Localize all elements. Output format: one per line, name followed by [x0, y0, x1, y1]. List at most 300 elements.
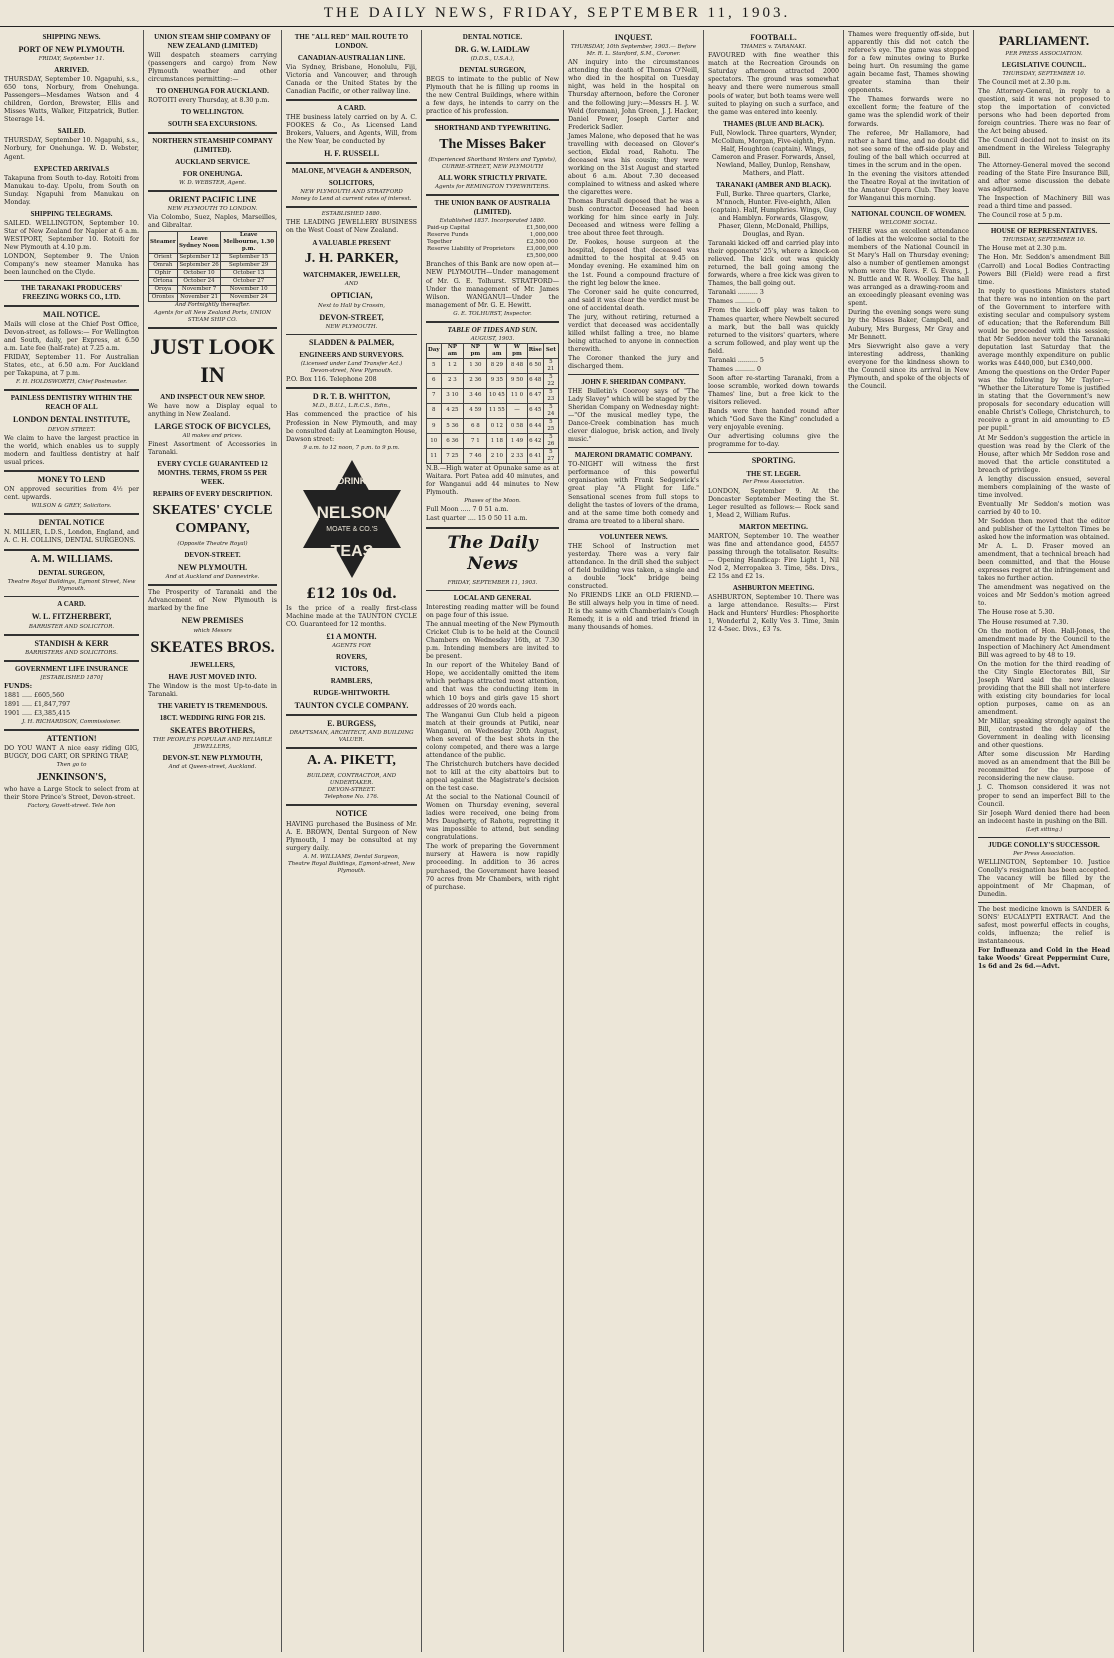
- sheridan-heading: JOHN F. SHERIDAN COMPANY.: [581, 378, 686, 387]
- ncw-text-3: Mrs Sievwright also gave a very interesting address, thanking everyone for the kindness shown to the Council since its arrival in New Plymouth, and spoke of the objects of the Council.: [848, 342, 969, 390]
- painless-heading: PAINLESS DENTISTRY WITHIN THE REACH OF ALL: [10, 394, 133, 412]
- table-cell: 6 47: [527, 388, 543, 403]
- table-cell: 0 58: [507, 419, 527, 434]
- final-2: Thames .......... 0: [708, 365, 761, 373]
- next-hall: Next to Hall by Crossin,: [318, 302, 385, 309]
- orient-via: Via Colombo, Suez, Naples, Marseilles, and Gibraltar.: [148, 214, 277, 230]
- po-box: P.O. Box 116. Telephone 208: [286, 376, 377, 384]
- all-red-heading: THE "ALL RED" MAIL ROUTE TO LONDON.: [294, 33, 409, 50]
- laidlaw-heading: DR. G. W. LAIDLAW: [454, 44, 531, 54]
- hor-heading: HOUSE OF REPRESENTATIVES.: [990, 227, 1098, 236]
- football-close: The Thames forwards were no excellent form; the feature of the game was the splendid work of their forwards.: [848, 96, 969, 128]
- baker-sub: (Experienced Shorthand Writers and Typists),: [428, 157, 557, 164]
- orient-sailings-table: [148, 231, 277, 302]
- table-cell: 9 35: [487, 373, 507, 388]
- table-cell: 11 0: [507, 388, 527, 403]
- table-cell: 9 50: [507, 373, 527, 388]
- window-text: The Window is the most Up-to-date in Taranaki.: [148, 682, 277, 698]
- dental-text: We claim to have the largest practice in the world, which enables us to supply modern and faultless dentistry at half usual prices.: [4, 434, 139, 466]
- wellington-heading: TO WELLINGTON.: [181, 108, 244, 117]
- table-header: Leave Melbourne, 1.30 p.m.: [221, 232, 277, 254]
- hor-text-2: The Hon. Mr. Seddon's amendment Bill (Carroll) and Local Bodies Contracting Powers Bill (Field) were read a first time.: [978, 254, 1110, 286]
- hor-text-12: The House resumed at 7.30.: [978, 618, 1069, 626]
- expected-heading: EXPECTED ARRIVALS: [33, 164, 110, 173]
- referee-text: The referee, Mr Hallamore, had rather a hard time, and no doubt did not see some of the off-side play and fouling of the ball which occurred at times in the scrum and in the open.: [848, 129, 969, 169]
- am-williams-heading: A. M. WILLIAMS.: [30, 553, 113, 565]
- variety-text: THE VARIETY IS TREMENDOUS.: [157, 702, 268, 711]
- branches-text: Branches of this Bank are now open at— NEW PLYMOUTH—Under management of Mr. G. E. Tolhurst. STRATFORD—Under the management of Mr. James Wilson. WANGANUI—Under the management of Mr. G. E. Hewitt.: [426, 261, 559, 309]
- masthead: THE DAILY NEWS, FRIDAY, SEPTEMBER 11, 1903.: [0, 0, 1114, 27]
- inquest-heading: INQUEST.: [614, 33, 653, 42]
- inquest-text-4: Dr. Fookes, house surgeon at the hospital, deposed that deceased was admitted to the hospital at 9.45 on Monday evening. He examined him on the 1st. Found a compound fracture of the right leg below the knee.: [568, 239, 699, 287]
- rotoiti-text: ROTOITI every Thursday, at 8.30 p.m.: [148, 97, 270, 105]
- table-cell: Oroya: [149, 286, 178, 294]
- pikett-heading: A. A. PIKETT,: [307, 753, 396, 769]
- drink-text: DRINK: [337, 475, 366, 486]
- moate-text: MOATE & CO.'S: [325, 525, 378, 533]
- hor-text-13: On the motion of Hon. Hall-Jones, the amendment made by the Council to the Inspection of Machinery Act Amendment Bill was agreed to by 48 to 19.: [978, 627, 1110, 659]
- theatre-royal: Theatre Royal Buildings, Egmont Street, New Plymouth.: [7, 579, 136, 593]
- card-text: THE business lately carried on by A. C. FOOKES & Co., As Licensed Land Brokers, Valuers, and Agents, Will, from the New Year, be conducted by: [286, 114, 417, 146]
- table-cell: 2 33: [507, 449, 527, 464]
- parliament-heading: PARLIAMENT.: [998, 33, 1090, 48]
- jenkinsons-heading: JENKINSON'S,: [36, 772, 107, 784]
- price-heading: £12 10s 0d.: [306, 585, 397, 602]
- halftime-2: Thames .......... 0: [708, 298, 761, 306]
- funds-1891: 1891 ..... £1,847,797: [4, 700, 71, 708]
- sporting-heading: SPORTING.: [751, 456, 796, 466]
- tides-month: AUGUST, 1903.: [470, 335, 515, 342]
- table-cell: November 10: [221, 286, 277, 294]
- bank-capital-table: [426, 225, 559, 260]
- dental-surgeon: DENTAL SURGEON,: [38, 569, 105, 578]
- remington: Agents for REMINGTON TYPEWRITERS.: [435, 184, 550, 191]
- table-cell: 10 45: [487, 388, 507, 403]
- table-cell: Omrah: [149, 262, 178, 270]
- arrived-heading: ARRIVED.: [54, 66, 89, 75]
- new-premises: NEW PREMISES: [181, 616, 244, 626]
- standish-sub: BARRISTERS AND SOLICITORS.: [25, 649, 118, 656]
- volunteer-heading: VOLUNTEER NEWS.: [599, 532, 668, 541]
- local-text-3: In our report of the Whiteley Band of Hope, we accidentally omitted the item which perhaps attracted most attention, and that was the conducting item in which 10 boys and girls gave 15 short addresses of 20 words each.: [426, 662, 559, 710]
- london-dental-heading: LONDON DENTAL INSTITUTE,: [13, 415, 130, 425]
- column-3: [282, 30, 422, 1652]
- peoples: THE PEOPLE'S POPULAR AND RELIABLE JEWELLERS,: [152, 737, 273, 751]
- victors: VICTORS,: [334, 664, 369, 673]
- table-cell: September 26: [177, 262, 221, 270]
- lc-text-2: The Attorney-General, in reply to a question, said it was not proposed to stop the importation of convicted persons who had been deported from foreign countries. There was no fear of the Act being abused.: [978, 87, 1110, 135]
- malone-heading: MALONE, M'VEAGH & ANDERSON,: [291, 167, 412, 176]
- williams-sign: A. M. WILLIAMS, Dental Surgeon,: [303, 853, 400, 860]
- hor-text-15: Mr Millar, speaking strongly against the Bill, contrasted the delay of the Government in dealing with licensing and other questions.: [978, 718, 1110, 750]
- table-cell: November 21: [177, 294, 221, 302]
- do-you-want: DO YOU WANT A nice easy riding GIG, BUGGY, DOG CART, OR SPRING TRAP,: [4, 745, 139, 761]
- table-row: [427, 373, 559, 388]
- table-cell: 6 44: [527, 419, 543, 434]
- hor-text-3: In reply to questions Ministers stated that there was no intention on the part of the Government to interfere with existing secular and compulsory system of education; that the Referendum Bill would be proceeded with this session; that Mr Seddon never told the Taranaki deputation last Saturday that the average monthly expenditure on public works was £440,000, but £340,000.: [978, 287, 1110, 368]
- hor-text-11: The House rose at 5.30.: [978, 609, 1055, 617]
- football-text-5: Bands were then handed round after which "God Save the King" concluded a very enjoyable evening.: [708, 408, 839, 432]
- hor-text-16: After some discussion Mr Harding moved as an amendment that the Bill be recommitted for the purpose of reconsidering the new clause.: [978, 751, 1110, 783]
- table-cell: 1 2: [441, 358, 464, 373]
- orient-heading: ORIENT PACIFIC LINE: [168, 194, 257, 204]
- agents-for: AGENTS FOR: [332, 642, 371, 649]
- opp-theatre: (Opposite Theatre Royal): [177, 540, 248, 547]
- thames-heading: THAMES (BLUE AND BLACK).: [723, 119, 824, 128]
- nelson-text: NELSON: [316, 502, 387, 522]
- left-sitting: (Left sitting.): [1025, 826, 1063, 833]
- miller-text: N. MILLER, L.D.S., London, England, and A. C. H. COLLINS, DENTAL SURGEONS.: [4, 529, 139, 545]
- jenkinsons-text: who have a Large Stock to select from at their Store Prince's Street, Devon-street.: [4, 786, 139, 802]
- table-cell: 5 36: [441, 419, 464, 434]
- table-cell: 8 29: [487, 358, 507, 373]
- lc-text-4: The Attorney-General moved the second reading of the State Fire Insurance Bill, and after some discussion the debate was adjourned.: [978, 162, 1110, 194]
- fitzherbert-heading: W. L. FITZHERBERT,: [31, 612, 112, 622]
- builder: BUILDER, CONTRACTOR, AND UNDERTAKER.: [306, 773, 397, 787]
- table-cell: November 7: [177, 286, 221, 294]
- table-cell: 0 12: [487, 419, 507, 434]
- parker-leading: THE LEADING JEWELLERY BUSINESS on the West Coast of New Zealand.: [286, 219, 417, 235]
- table-cell: 6 48: [527, 373, 543, 388]
- table-cell: October 27: [221, 278, 277, 286]
- table-cell: 1 30: [464, 358, 487, 373]
- laidlaw-degree: (D.D.S., U.S.A.),: [470, 56, 515, 63]
- hor-text-10: The amendment was negatived on the voices and Mr Seddon's motion agreed to.: [978, 584, 1110, 608]
- theatre-bldg: Theatre Royal Buildings, Egmont-street, New Plymouth.: [287, 860, 416, 874]
- ncw-text-2: During the evening songs were sung by the Misses Baker, Campbell, and Aubury, Mrs Burgess, Mr Gray and Mr Bennett.: [848, 309, 969, 341]
- table-cell: Paid-up Capital: [427, 225, 470, 232]
- per-press: PER PRESS ASSOCIATION.: [1005, 50, 1083, 57]
- burgess-heading: E. BURGESS,: [327, 719, 376, 729]
- skeates-brothers: SKEATES BROTHERS,: [170, 725, 255, 735]
- russell: H. F. RUSSELL: [324, 149, 379, 159]
- table-cell: 5 21: [543, 358, 558, 373]
- govt-established: [ESTABLISHED 1870]: [40, 674, 103, 681]
- port-heading: PORT OF NEW PLYMOUTH.: [18, 44, 125, 54]
- shipping-date: FRIDAY, September 11.: [38, 56, 105, 63]
- whitton-heading: D R. T. B. WHITTON,: [312, 392, 391, 402]
- union-bank-heading: THE UNION BANK OF AUSTRALIA (LIMITED).: [434, 199, 551, 217]
- inquest-text-1: AN inquiry into the circumstances attending the death of Thomas O'Neill, who died in the hospital on Tuesday night, was held in the hospital on Thursday afternoon, before the Coroner and the following jury:—Messrs H. J. W. Weld (foreman), John Green, J. J. Hacker, Daniel Power, Joseph Carter and Frederick Sadler.: [568, 59, 699, 131]
- final-1: Taranaki .......... 5: [708, 356, 764, 364]
- baker-heading: The Misses Baker: [439, 137, 546, 153]
- column-1: [0, 30, 144, 1652]
- lc-text-1: The Council met at 2.30 p.m.: [978, 78, 1071, 86]
- table-cell: 2 10: [487, 449, 507, 464]
- attention-heading: ATTENTION!: [46, 734, 97, 744]
- table-cell: 7 1: [464, 434, 487, 449]
- table-row: [149, 254, 277, 262]
- prosperity-text: The Prosperity of Taranaki and the Advancement of New Plymouth is marked by the fine: [148, 589, 277, 613]
- devon-street: DEVON STREET.: [47, 426, 96, 433]
- table-cell: Reserve Liability of Proprietors: [427, 246, 515, 253]
- cough-text: For Influenza and Cold in the Head take Woods' Great Peppermint Cure, 1s 6d and 2s 6d.—Advt.: [978, 947, 1110, 971]
- union-heading: UNION STEAM SHIP COMPANY OF NEW ZEALAND (LIMITED): [154, 33, 271, 50]
- table-row: [427, 419, 559, 434]
- moon-heading: Phases of the Moon.: [464, 498, 521, 505]
- np-stratford: NEW PLYMOUTH AND STRATFORD: [300, 189, 403, 196]
- table-cell: 9: [427, 419, 442, 434]
- table-row: [426, 239, 559, 246]
- local-text-5: The Christchurch butchers have decided not to kill at the city abattoirs but to appeal against the Magistrate's decision on the test case.: [426, 760, 559, 793]
- table-cell: 5: [427, 358, 442, 373]
- column-8: [974, 30, 1114, 1652]
- table-cell: 7 46: [464, 449, 487, 464]
- stock-text: We have now a Display equal to anything in New Zealand.: [148, 402, 277, 418]
- table-cell: 7 25: [441, 449, 464, 464]
- govt-insurance-heading: GOVERNMENT LIFE INSURANCE: [14, 664, 129, 673]
- shipping-telegrams-heading: SHIPPING TELEGRAMS.: [30, 209, 113, 218]
- teas-text: TEAS: [330, 542, 373, 560]
- canadian-heading: CANADIAN-AUSTRALIAN LINE.: [297, 53, 406, 62]
- hor-text-7: Eventually Mr Seddon's motion was carried by 40 to 10.: [978, 500, 1110, 516]
- table-cell: 5 25: [543, 419, 558, 434]
- tides-nb: N.B.—High water at Opunake same as at Waitara. Port Patea add 40 minutes, and for Wanganui add 44 minutes to New Plymouth.: [426, 465, 559, 497]
- rudge: RUDGE-WHITWORTH.: [313, 688, 390, 697]
- football-text-1: FAVOURED with fine weather this match at the Recreation Grounds on Saturday afternoon attracted 2000 spectators. The ground was somewhat heavy and there were numerous small pools of water, but both teams were well suited to playing on such a surface, and the game was entered into keenly.: [708, 52, 839, 116]
- shorthand-heading: SHORTHAND AND TYPEWRITING.: [434, 124, 551, 133]
- hor-text-1: The House met at 2.30 p.m.: [978, 245, 1067, 253]
- london-text: LONDON, September 9. The Union Company's new steamer Manuka has been launched on the Clyde.: [4, 252, 139, 276]
- wilson-grey: WILSON & GREY, Solicitors.: [31, 503, 112, 510]
- large-stock: LARGE STOCK OF BICYCLES,: [154, 421, 271, 431]
- expected-text: Takapuna from South to-day. Rotoiti from Manukau to-day. Upolu, from South on Sunday. Ngapuhi from Manukau on Monday.: [4, 174, 139, 206]
- table-cell: September 29: [221, 262, 277, 270]
- connolly-text: WELLINGTON, September 10. Justice Conolly's resignation has been accepted. The vacancy will be filled by the appointment of Mr Chapman, of Dunedin.: [978, 858, 1110, 898]
- card-heading: A CARD.: [57, 600, 86, 609]
- all-makes: All makes and prices.: [182, 433, 243, 440]
- inquest-sub: THURSDAY, 10th September, 1903.— Before Mr. R. L. Stanford, S.M., Coroner.: [570, 44, 697, 58]
- month-text: £1 A MONTH.: [326, 631, 377, 641]
- devon-np: DEVON-ST. NEW PLYMOUTH,: [162, 754, 263, 763]
- football-heading: FOOTBALL.: [750, 33, 797, 42]
- table-cell: 11: [427, 449, 442, 464]
- local-text-4: The Wanganui Gun Club held a pigeon match at their grounds at Putiki, near Wanganui, on Wednesday 20th August, when several of the best shots in the colony competed, and there was a large attendance of the public.: [426, 711, 559, 759]
- medicine-text: The best medicine known is SANDER & SONS' EUCALYPTI EXTRACT. And the safest, most powerful effects in coughs, colds, influenza; the relief is instantaneous.: [978, 905, 1110, 946]
- table-header: Steamer: [149, 232, 178, 254]
- wedding-ring: 18CT. WEDDING RING FOR 21S.: [159, 714, 266, 722]
- connolly-heading: JUDGE CONOLLY'S SUCCESSOR.: [988, 840, 1100, 849]
- last-quarter: Last quarter .... 15 0 50 11 a.m.: [426, 515, 528, 523]
- dental-surgeon: DENTAL SURGEON,: [459, 66, 526, 75]
- table-cell: 5 27: [543, 449, 558, 464]
- column-2: [144, 30, 282, 1652]
- table-cell: 3 10: [441, 388, 464, 403]
- table-row: [427, 434, 559, 449]
- queen-st: And at Queen-street, Auckland.: [168, 764, 257, 771]
- column-4: [422, 30, 564, 1652]
- marton-text: MARTON, September 10. The weather was fine and attendance good, £4557 passing through the totalisator. Results:— Opening Handicap: Fire Light 1, Nil Nod 2, Merropakea 3. Time, 58s. Divs., £2 15s and £2 1s.: [708, 532, 839, 580]
- standish-heading: STANDISH & KERR: [34, 638, 109, 648]
- arrived-text: THURSDAY, September 10. Ngapuhi, s.s., 650 tons, Norbury, from Onehunga. Passengers—Mesdames Watson and 4 children, Gordon, Brewster, Ellis and Misses Watts, Walker, Fitzpatrick, Butler. Steerage 14.: [4, 76, 139, 124]
- mail-text: Mails will close at the Chief Post Office, Devon-street, as follows:— For Wellington and South, daily, per Express, at 6.50 a.m. Late fee (half-rate) at 7.25 a.m.: [4, 321, 139, 353]
- table-header: NP pm: [464, 343, 487, 358]
- skeates-bros-heading: SKEATES BROS.: [150, 638, 275, 656]
- table-cell: £2,500,000: [526, 239, 558, 246]
- column-7: [844, 30, 974, 1652]
- orient-agents: Agents for all New Zealand Ports, UNION STEAM SHIP CO.: [154, 309, 271, 323]
- table-cell: Ophir: [149, 270, 178, 278]
- daily-news-nameplate: The Daily News: [447, 532, 538, 575]
- pikett-telephone: Telephone No. 176.: [324, 794, 379, 801]
- inquest-text-7: The Coroner thanked the jury and discharged them.: [568, 354, 699, 371]
- table-cell: £5,500,000: [526, 253, 558, 260]
- engineers: ENGINEERS AND SURVEYORS.: [299, 351, 404, 360]
- card-heading: A CARD.: [337, 104, 366, 113]
- mail-text-2: FRIDAY, September 11. For Australian States, etc., at 6.50 a.m. For Auckland per Takapuna, at 7 p.m.: [4, 354, 139, 378]
- welcome-social: WELCOME SOCIAL.: [879, 219, 938, 226]
- tolhurst: G. E. TOLHURST, Inspector.: [453, 310, 532, 317]
- lc-text-6: The Council rose at 5 p.m.: [978, 212, 1063, 220]
- dental-notice-heading: DENTAL NOTICE.: [462, 33, 523, 41]
- licensed: (Licensed under Land Transfer Act.): [300, 361, 403, 368]
- webster: W. D. WEBSTER, Agent.: [179, 179, 246, 186]
- ramblers: RAMBLERS,: [330, 676, 373, 685]
- repairs: REPAIRS OF EVERY DESCRIPTION.: [152, 490, 273, 499]
- table-cell: Together: [427, 239, 452, 246]
- hor-date: THURSDAY, SEPTEMBER 10.: [1002, 237, 1086, 244]
- taunton-heading: TAUNTON CYCLE COMPANY.: [294, 700, 409, 710]
- watchmaker: WATCHMAKER, JEWELLER,: [303, 271, 400, 280]
- table-cell: 6 8: [464, 419, 487, 434]
- table-row: [426, 225, 559, 232]
- st-leger-heading: THE ST. LEGER.: [746, 469, 801, 478]
- money-text: ON approved securities from 4½ per cent. upwards.: [4, 486, 139, 502]
- full-moon: Full Moon ..... 7 0 51 a.m.: [426, 506, 509, 514]
- football-text-2: Taranaki kicked off and carried play into their opponents' 25's, where a knock-on relieved. The kick out was quickly returned, the ball going among the forwards, where a free kick was given to Thames, the ball going out.: [708, 240, 839, 288]
- football-text-3: From the kick-off play was taken to Thames quarter, where Newbelt secured a mark, but the ball was quickly returned to the visitors' quarters, where a scrum followed, and play went up the field.: [708, 307, 839, 355]
- union-text: Will despatch steamers carrying (passengers and cargo) from New Plymouth weather and other circumstances permitting:—: [148, 51, 277, 84]
- lc-date: THURSDAY, SEPTEMBER 10.: [1002, 70, 1086, 77]
- finest-text: Finest Assortment of Accessories in Taranaki.: [148, 441, 277, 457]
- nelson-teas-star-logo: [297, 456, 407, 582]
- table-cell: £1,500,000: [526, 225, 558, 232]
- table-row: [149, 262, 277, 270]
- richardson: J. H. RICHARDSON, Commissioner.: [22, 718, 121, 725]
- local-text-7: The work of preparing the Government nursery at Hawera is now rapidly proceeding. In addition to 36 acres purchased, the Government have leased 70 acres from Mr Chambers, with right of purchase.: [426, 843, 559, 891]
- hor-text-5: At Mr Seddon's suggestion the article in question was read by the Clerk of the House, after which Mr Seddon rose and moved that the article constituted a breach of privilege.: [978, 434, 1110, 474]
- table-row: [149, 278, 277, 286]
- just-look-heading: JUST LOOK IN: [150, 333, 275, 387]
- draftsman: DRAFTSMAN, ARCHITECT, AND BUILDING VALUER.: [289, 730, 414, 744]
- table-row: [426, 246, 559, 253]
- table-header-row: [149, 232, 277, 254]
- and-auckland: And at Auckland and Dannevirke.: [165, 574, 260, 581]
- rovers: ROVERS,: [336, 652, 367, 661]
- table-cell: 5 24: [543, 403, 558, 418]
- ncw-heading: NATIONAL COUNCIL OF WOMEN.: [851, 209, 966, 218]
- hor-text-6: A lengthy discussion ensued, several members complaining of the waste of time involved.: [978, 475, 1110, 499]
- shipping-heading: SHIPPING NEWS.: [42, 33, 101, 41]
- table-cell: September 15: [221, 254, 277, 262]
- all-work: ALL WORK STRICTLY PRIVATE.: [438, 174, 547, 183]
- football-text-4: Soon after re-starting Taranaki, from a loose scramble, worked down towards Thames' line, but a free kick to the visitors relieved.: [708, 374, 839, 406]
- table-header: Leave Sydney Noon: [177, 232, 221, 254]
- money-heading: MONEY TO LEND: [37, 474, 106, 484]
- table-cell: 10: [427, 434, 442, 449]
- notice-heading: NOTICE: [335, 809, 368, 819]
- inspect-text: AND INSPECT OUR NEW SHOP.: [160, 392, 265, 401]
- whitton-text: Has commenced the practice of his Profession in New Plymouth, and may be consulted daily at Leamington House, Dawson street:: [286, 411, 417, 443]
- table-row: [426, 253, 559, 260]
- table-header: W pm: [507, 343, 527, 358]
- table-header: W am: [487, 343, 507, 358]
- mail-notice-heading: MAIL NOTICE.: [43, 309, 100, 319]
- sailed-heading: SAILED.: [57, 127, 86, 136]
- devon-street: DEVON-STREET,: [319, 312, 384, 322]
- lc-text-3: The Council decided not to insist on its amendment in the Wireless Telegraphy Bill.: [978, 136, 1110, 161]
- taranaki-producers: THE TARANAKI PRODUCERS' FREEZING WORKS CO., LTD.: [20, 283, 123, 301]
- np-text: NEW PLYMOUTH.: [325, 323, 378, 330]
- table-cell: 5 23: [543, 388, 558, 403]
- table-cell: Ortona: [149, 278, 178, 286]
- paper-date: FRIDAY, SEPTEMBER 11, 1903.: [447, 580, 538, 587]
- table-cell: Reserve Funds: [427, 232, 469, 239]
- table-cell: 11 55: [487, 403, 507, 418]
- devon-np: Devon-street, New Plymouth.: [310, 368, 393, 375]
- table-cell: 4 25: [441, 403, 464, 418]
- table-cell: 2 3: [441, 373, 464, 388]
- table-cell: Orontes: [149, 294, 178, 302]
- bank-established: Established 1837. Incorporated 1880.: [439, 218, 546, 225]
- table-cell: 6 36: [441, 434, 464, 449]
- orient-sub: NEW PLYMOUTH TO LONDON.: [167, 206, 258, 213]
- price-text: Is the price of a really first-class Machine made at the TAUNTON CYCLE CO. Guaranteed for 12 months.: [286, 604, 417, 628]
- inquest-text-5: The Coroner said he quite concurred, and said it was clear the verdict must be one of accidental death.: [568, 288, 699, 312]
- table-cell: November 24: [221, 294, 277, 302]
- table-cell: —: [507, 403, 527, 418]
- table-cell: 5 22: [543, 373, 558, 388]
- canadian-text: Via Sydney, Brisbane, Honolulu, Fiji, Victoria and Vancouver, and through Canada or the United States by the Canadian Pacific, or other railway line.: [286, 63, 417, 95]
- valuable-present: A VALUABLE PRESENT: [312, 238, 391, 247]
- moved-text: HAVE JUST MOVED INTO.: [168, 673, 257, 681]
- table-cell: 6: [427, 373, 442, 388]
- factory-text: Factory, Govett-street. Tele hon: [27, 803, 116, 810]
- lc-text-5: The Inspection of Machinery Bill was read a third time and passed.: [978, 195, 1110, 211]
- table-row: [427, 388, 559, 403]
- baker-addr: CURRIE-STREET, NEW PLYMOUTH: [441, 164, 544, 171]
- table-header: NP am: [441, 343, 464, 358]
- marton-heading: MARTON MEETING.: [739, 522, 808, 531]
- table-row: [427, 358, 559, 373]
- shipping-telegrams-text: SAILED. WELLINGTON, September 10. Star of New Zealand for Napier at 6 a.m. WESTPORT, September 10. Rotoiti for New Plymouth at 4.10 p.m.: [4, 219, 139, 251]
- ashburton-text: ASHBURTON, September 10. There was a large attendance. Results:— First Hack and Hunters' Hurdles: Phosphorite 1, Wonderful 2, Kelly Ves 3. Time, 3min 12 4-5sec. Divs., £3 7s.: [708, 593, 839, 634]
- ncw-text: THERE was an excellent attendance of ladies at the welcome social to the members of the National Council in St Mary's Hall on Thursday evening; also a number of gentlemen amongst whom were the Revs. F. G. Evans, J. N. Buttle and W. R. Woolley. The hall was arranged as a drawing-room and an exceedingly pleasant evening was spent.: [848, 227, 969, 308]
- inquest-text-2: James Malone, who deposed that he was travelling with deceased on Glover's section, Ekdal road, Rahotu. The deceased was his cousin; they were working on the 31st August and started about 6 a.m. About 7.30 deceased complained to witness and asked where the cigarettes were.: [568, 132, 699, 197]
- every-cycle: EVERY CYCLE GUARANTEED 12 MONTHS. TERMS, FROM 5S PER WEEK.: [157, 460, 268, 487]
- table-cell: 7: [427, 388, 442, 403]
- taranaki-heading: TARANAKI (AMBER AND BLACK).: [716, 180, 831, 189]
- notice-text: HAVING purchased the Business of Mr. A. E. BROWN, Dental Surgeon of New Plymouth, I may be consulted at my surgery daily.: [286, 820, 417, 852]
- table-row: [149, 286, 277, 294]
- table-cell: 3 46: [464, 388, 487, 403]
- established: ESTABLISHED 1880.: [321, 211, 382, 218]
- postmaster: F. H. HOLDSWORTH, Chief Postmaster.: [16, 379, 127, 386]
- football-sub: THAMES v. TARANAKI.: [740, 44, 807, 51]
- sladden-heading: SLADDEN & PALMER,: [309, 337, 394, 347]
- table-cell: September 12: [177, 254, 221, 262]
- to-onehunga: TO ONEHUNGA FOR AUCKLAND.: [156, 87, 269, 96]
- table-row: [426, 232, 559, 239]
- thames-team: Full, Nowlock. Three quarters, Wynder, McCollum, Morgan, Five-eighth, Fynn. Half, Houghton (captain). Wings, Cameron and Fraser. Forwards, Ansel, Newland, Malley, Dunlop, Renshaw, Mathers, and Platt.: [710, 129, 837, 177]
- hor-text-18: Sir Joseph Ward denied there had been an indecent haste in pushing on the Bill.: [978, 809, 1110, 825]
- table-cell: 8 48: [507, 358, 527, 373]
- local-general-heading: LOCAL AND GENERAL: [453, 594, 532, 603]
- table-row: [149, 294, 277, 302]
- table-cell: 4 59: [464, 403, 487, 418]
- northern-heading: NORTHERN STEAMSHIP COMPANY (LIMITED).: [152, 137, 273, 154]
- table-cell: 6 50: [527, 358, 543, 373]
